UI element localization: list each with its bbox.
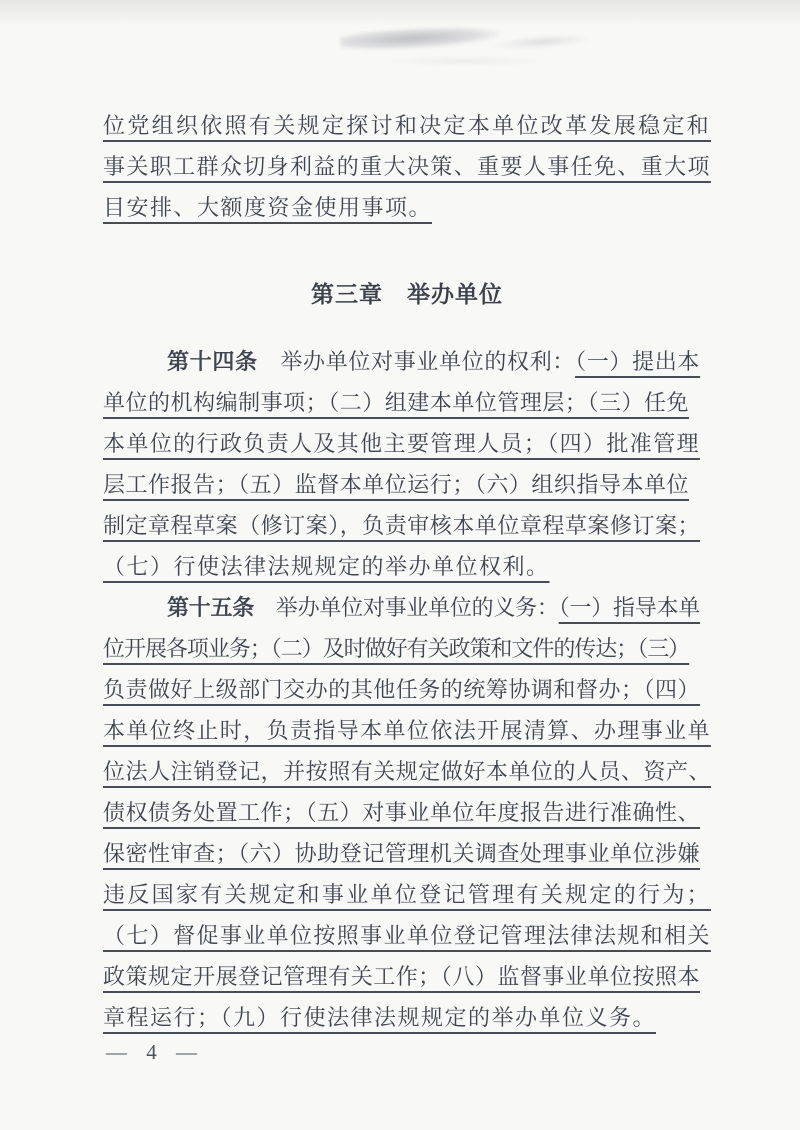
text-segment: 目安排、大额度资金使用事项。 — [103, 195, 433, 220]
text-line — [103, 341, 711, 382]
document-content — [103, 105, 711, 1038]
text-segment: 位党组织依照有关规定探讨和决定本单位改革发展稳定和 — [103, 113, 712, 138]
paragraph — [103, 105, 711, 228]
chapter-heading: 第三章 举办单位 — [311, 282, 503, 307]
text-segment: （七）行使法律法规规定的举办单位权利。 — [103, 554, 550, 579]
text-line — [103, 833, 711, 874]
text-segment: （一）提出本 — [575, 349, 701, 374]
text-line — [103, 915, 711, 956]
text-segment: 章程运行；（九）行使法律法规规定的举办单位义务。 — [103, 1005, 657, 1030]
text-line — [103, 587, 711, 628]
text-segment: 负责做好上级部门交办的其他任务的统筹协调和督办；（四） — [103, 677, 701, 702]
text-line — [103, 505, 711, 546]
text-segment: 位开展各项业务；（二）及时做好有关政策和文件的传达；（三） — [103, 636, 690, 661]
text-segment: （一）指导本单 — [558, 595, 701, 620]
text-segment: 层工作报告；（五）监督本单位运行；（六）组织指导本单位 — [103, 472, 690, 497]
text-line — [103, 546, 711, 587]
text-segment: 单位的机构编制事项；（二）组建本单位管理层；（三）任免 — [103, 390, 690, 415]
text-line — [103, 669, 711, 710]
text-segment: 制定章程草案（修订案），负责审核本单位章程草案修订案； — [103, 513, 701, 538]
ink-smudge — [340, 24, 501, 52]
text-line — [103, 146, 711, 187]
paragraph — [103, 341, 711, 587]
text-segment: 违反国家有关规定和事业单位登记管理有关规定的行为； — [103, 882, 712, 907]
text-line — [103, 187, 711, 228]
article-number: 第十五条 — [167, 595, 255, 620]
text-line — [103, 423, 711, 464]
text-line — [103, 956, 711, 997]
text-segment: 政策规定开展登记管理有关工作；（八）监督事业单位按照本 — [103, 964, 701, 989]
ink-smudge-trail — [492, 33, 593, 52]
scan-top-edge — [0, 0, 800, 26]
text-segment: 事关职工群众切身利益的重大决策、重要人事任免、重大项 — [103, 154, 711, 179]
text-segment: （七）督促事业单位按照事业单位登记管理法律法规和相关 — [103, 923, 711, 948]
text-line — [103, 874, 711, 915]
text-line — [103, 628, 711, 669]
text-segment: 位法人注销登记，并按照有关规定做好本单位的人员、资产、 — [103, 759, 712, 784]
text-line — [103, 105, 711, 146]
text-line — [103, 382, 711, 423]
text-line — [103, 792, 711, 833]
text-segment: 保密性审查；（六）协助登记管理机关调查处理事业单位涉嫌 — [103, 841, 701, 866]
text-line — [103, 997, 711, 1038]
text-line — [103, 464, 711, 505]
paragraph — [103, 587, 711, 1038]
text-segment: 本单位的行政负责人及其他主要管理人员；（四）批准管理 — [103, 431, 700, 456]
article-number: 第十四条 — [167, 349, 258, 374]
ink-smudge-dots — [380, 56, 550, 66]
text-segment: 举办单位对事业单位的权利： — [257, 349, 576, 374]
text-line — [103, 751, 711, 792]
text-segment: 举办单位对事业单位的义务： — [254, 595, 559, 620]
page-number: — 4 — — [106, 1040, 204, 1064]
text-segment: 债权债务处置工作；（五）对事业单位年度报告进行准确性、 — [103, 800, 701, 825]
text-line — [103, 710, 711, 751]
text-segment: 本单位终止时，负责指导本单位依法开展清算、办理事业单 — [103, 718, 711, 743]
